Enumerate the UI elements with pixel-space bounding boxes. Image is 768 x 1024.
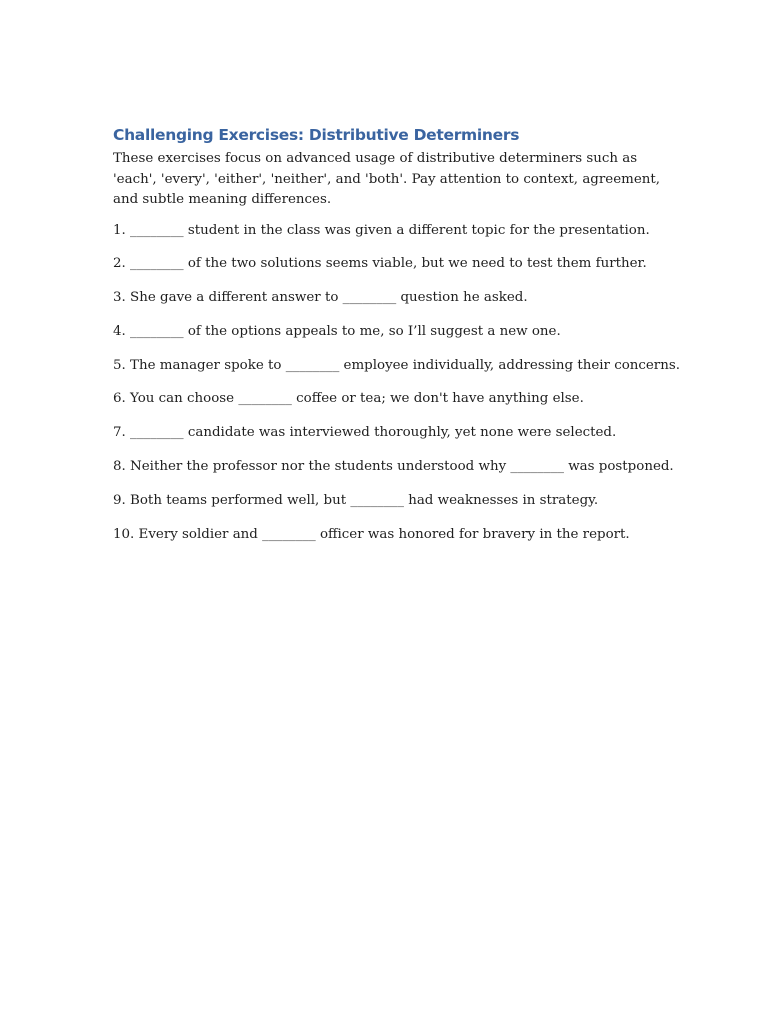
exercise-item: 4. ________ of the options appeals to me, so I’ll suggest a new one.	[113, 323, 561, 339]
exercise-item: 1. ________ student in the class was given a different topic for the presentation.	[113, 222, 650, 238]
exercise-item: 3. She gave a different answer to ________ question he asked.	[113, 290, 528, 306]
intro-paragraph: These exercises focus on advanced usage of distributive determiners such as 'each', 'every', 'either', 'neither', and 'both'. Pay attention to context, agreement, and subtle meaning differences.	[113, 151, 661, 207]
exercise-item: 6. You can choose ________ coffee or tea; we don't have anything else.	[113, 391, 584, 407]
exercise-item: 10. Every soldier and ________ officer was honored for bravery in the report.	[113, 526, 630, 542]
exercise-item: 9. Both teams performed well, but ________ had weaknesses in strategy.	[113, 492, 599, 508]
exercise-item: 8. Neither the professor nor the students understood why ________ was postponed.	[113, 459, 674, 475]
exercise-item: 5. The manager spoke to ________ employee individually, addressing their concerns.	[113, 357, 680, 373]
exercise-item: 7. ________ candidate was interviewed thoroughly, yet none were selected.	[113, 425, 617, 441]
document-title: Challenging Exercises: Distributive Determiners	[113, 126, 520, 144]
document-page	[113, 124, 680, 558]
exercise-item: 2. ________ of the two solutions seems viable, but we need to test them further.	[113, 256, 647, 272]
